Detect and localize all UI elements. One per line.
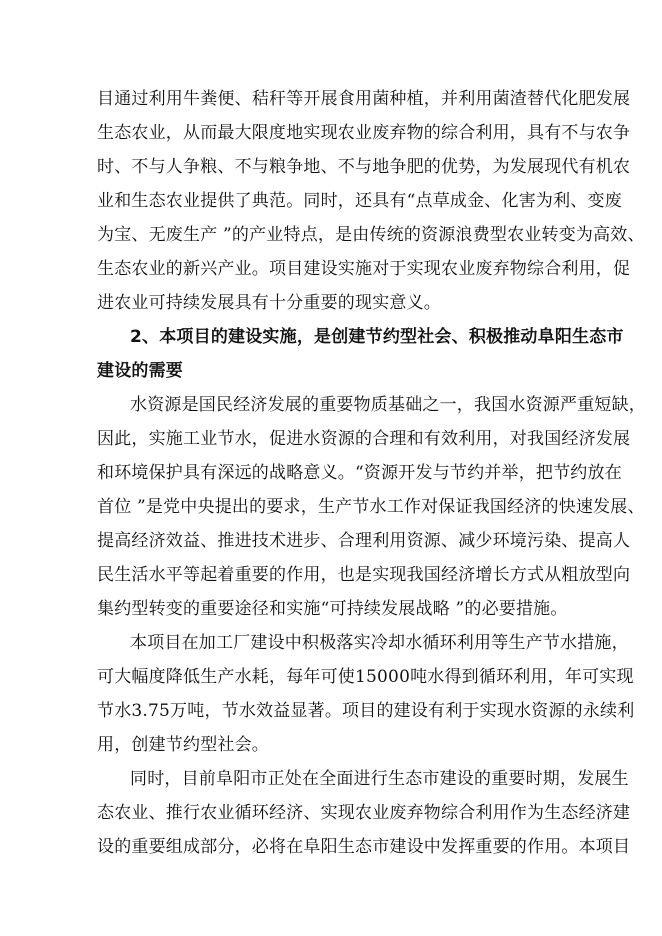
paragraph-line: 节水3.75万吨，节水效益显著。项目的建设有利于实现水资源的永续利 xyxy=(97,701,635,721)
paragraph-line: 进农业可持续发展具有十分重要的现实意义。 xyxy=(97,293,441,313)
paragraph-line: 提高经济效益、推进技术进步、合理利用资源、减少环境污染、提高人 xyxy=(97,531,631,551)
paragraph-line: 首位 ”是党中央提出的要求，生产节水工作对保证我国经济的快速发展、 xyxy=(97,497,645,517)
paragraph-line: 为宝、无废生产 ”的产业特点，是由传统的资源浪费型农业转变为高效、 xyxy=(97,225,645,245)
paragraph-line: 设的重要组成部分，必将在阜阳生态市建设中发挥重要的作用。本项目 xyxy=(97,837,631,857)
paragraph-line: 集约型转变的重要途径和实施“可持续发展战略 ”的必要措施。 xyxy=(97,599,568,619)
paragraph-line: 民生活水平等起着重要的作用，也是实现我国经济增长方式从粗放型向 xyxy=(97,565,631,585)
paragraph-line: 生态农业，从而最大限度地实现农业废弃物的综合利用，具有不与农争 xyxy=(97,123,631,143)
section-heading: 2、本项目的建设实施，是创建节约型社会、积极推动阜阳生态市 xyxy=(130,327,624,347)
paragraph-line: 时、不与人争粮、不与粮争地、不与地争肥的优势，为发展现代有机农 xyxy=(97,157,631,177)
paragraph-line: 本项目在加工厂建设中积极落实冷却水循环利用等生产节水措施， xyxy=(130,633,629,653)
paragraph-line: 水资源是国民经济发展的重要物质基础之一，我国水资源严重短缺， xyxy=(130,395,646,415)
paragraph-line: 目通过利用牛粪便、秸秆等开展食用菌种植，并利用菌渣替代化肥发展 xyxy=(97,89,631,109)
paragraph-line: 用，创建节约型社会。 xyxy=(97,735,269,755)
paragraph-line: 生态农业的新兴产业。项目建设实施对于实现农业废弃物综合利用，促 xyxy=(97,259,631,279)
paragraph-line: 因此，实施工业节水，促进水资源的合理和有效利用，对我国经济发展 xyxy=(97,429,631,449)
paragraph-line: 业和生态农业提供了典范。同时，还具有“点草成金、化害为利、变废 xyxy=(97,191,622,211)
paragraph-line: 同时，目前阜阳市正处在全面进行生态市建设的重要时期，发展生 xyxy=(130,769,629,789)
paragraph-line: 可大幅度降低生产水耗，每年可使15000吨水得到循环利用，年可实现 xyxy=(97,667,634,687)
section-heading: 建设的需要 xyxy=(97,361,183,381)
paragraph-line: 态农业、推行农业循环经济、实现农业废弃物综合利用作为生态经济建 xyxy=(97,803,631,823)
paragraph-line: 和环境保护具有深远的战略意义。“资源开发与节约并举，把节约放在 xyxy=(97,463,622,483)
